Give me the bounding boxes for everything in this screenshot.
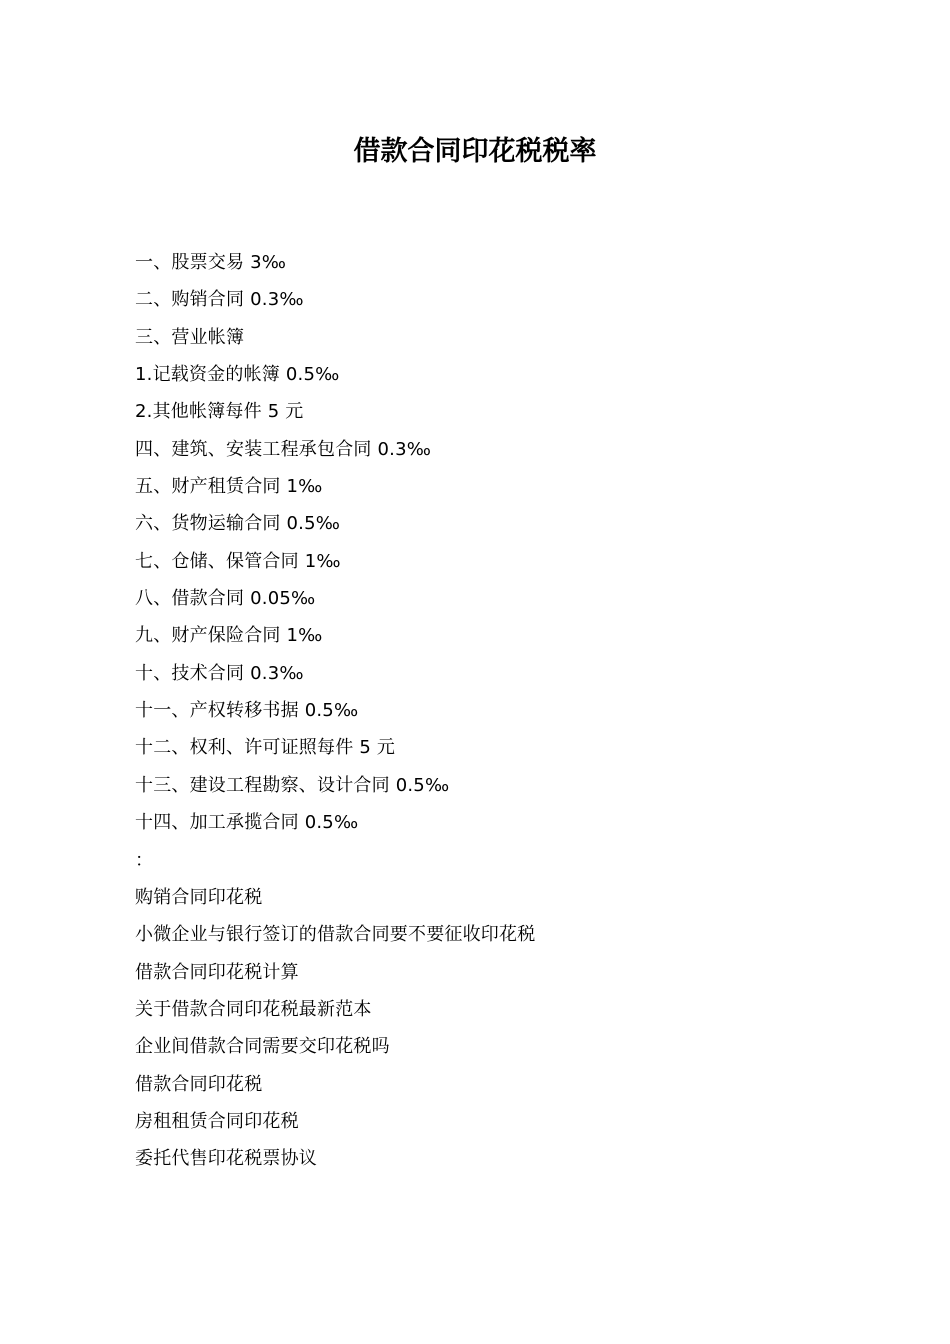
related-link[interactable]: 委托代售印花税票协议 bbox=[135, 1148, 317, 1170]
rate-line: 五、财产租赁合同 1‰ bbox=[135, 476, 323, 498]
page-title: 借款合同印花税税率 bbox=[353, 136, 597, 167]
rate-line: 六、货物运输合同 0.5‰ bbox=[135, 513, 341, 535]
related-link[interactable]: 关于借款合同印花税最新范本 bbox=[135, 998, 372, 1020]
document-body bbox=[135, 244, 895, 1178]
rate-line: 2.其他帐簿每件 5 元 bbox=[135, 401, 304, 423]
rate-line: 七、仓储、保管合同 1‰ bbox=[135, 550, 341, 572]
rate-line: 十三、建设工程勘察、设计合同 0.5‰ bbox=[135, 774, 450, 796]
related-link[interactable]: 房租租赁合同印花税 bbox=[135, 1110, 299, 1132]
separator-colon: ： bbox=[135, 849, 154, 871]
related-link[interactable]: 企业间借款合同需要交印花税吗 bbox=[135, 1036, 390, 1058]
rate-line: 十二、权利、许可证照每件 5 元 bbox=[135, 737, 396, 759]
related-link[interactable]: 购销合同印花税 bbox=[135, 886, 263, 908]
related-link[interactable]: 借款合同印花税计算 bbox=[135, 961, 299, 983]
related-link[interactable]: 小微企业与银行签订的借款合同要不要征收印花税 bbox=[135, 924, 536, 946]
rate-line: 四、建筑、安装工程承包合同 0.3‰ bbox=[135, 438, 432, 460]
rate-line: 二、购销合同 0.3‰ bbox=[135, 289, 304, 311]
rate-line: 八、借款合同 0.05‰ bbox=[135, 588, 316, 610]
rate-line: 十四、加工承揽合同 0.5‰ bbox=[135, 812, 359, 834]
rate-line: 十、技术合同 0.3‰ bbox=[135, 662, 304, 684]
rate-line: 三、营业帐簿 bbox=[135, 326, 245, 348]
rate-line: 一、股票交易 3‰ bbox=[135, 252, 287, 273]
rate-line: 九、财产保险合同 1‰ bbox=[135, 625, 323, 647]
rate-line: 十一、产权转移书据 0.5‰ bbox=[135, 700, 359, 722]
rate-line: 1.记载资金的帐簿 0.5‰ bbox=[135, 364, 340, 386]
related-link[interactable]: 借款合同印花税 bbox=[135, 1073, 263, 1095]
